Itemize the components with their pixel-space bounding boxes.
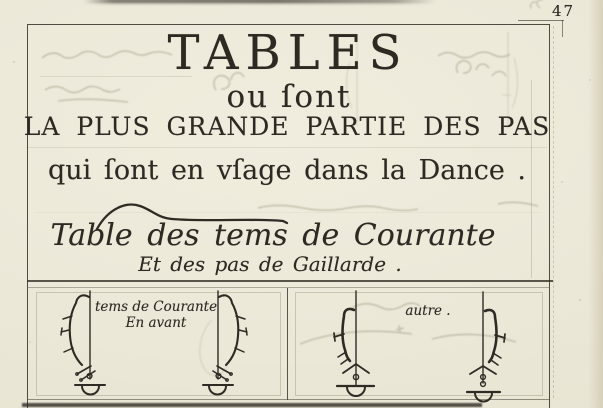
left-cell-caption-line2: En avant (125, 315, 187, 332)
notation-figure-autre-right (455, 290, 525, 408)
outer-guide-line (553, 26, 554, 398)
heading-flourish (88, 196, 308, 236)
section-divider-line (27, 280, 553, 282)
plate-subtitle: ou ſont (226, 79, 352, 115)
cell-divider-line (287, 288, 288, 400)
table-subheading: Et des pas de Gaillarde . (138, 252, 402, 276)
right-cell-caption-line1: autre . (405, 303, 451, 319)
notation-figure-autre-left (314, 289, 384, 408)
plate-caps-line: LA PLUS GRANDE PARTIE DES PAS (23, 112, 551, 141)
bleedthrough-rule-vertical (531, 80, 532, 278)
plate-usage-line: qui ſont en vſage dans la Dance . (47, 155, 527, 186)
left-cell-caption-line1: tems de Courante (94, 299, 218, 315)
table-heading: Table des tems de Courante (50, 218, 496, 253)
frame-corner-overshoot-h (518, 20, 564, 21)
right-cell-caption (405, 303, 450, 319)
left-cell-caption (95, 299, 217, 332)
frame-corner-overshoot-v (562, 20, 563, 37)
bleedthrough-rule-2 (28, 147, 547, 148)
plate-title: TABLES (167, 25, 409, 81)
page-number: 47 (552, 2, 576, 20)
